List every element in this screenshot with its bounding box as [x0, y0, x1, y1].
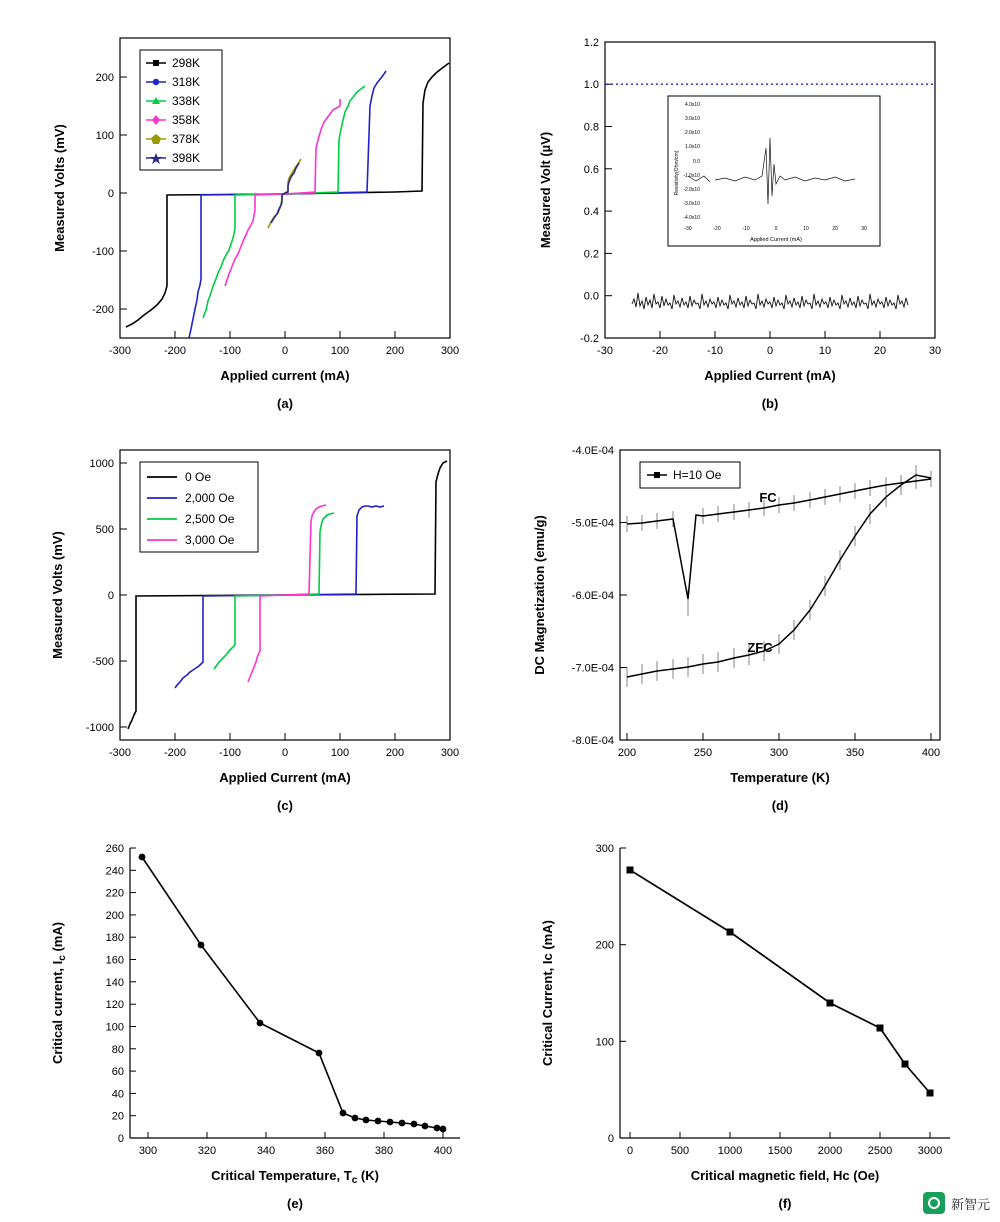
svg-text:20: 20 — [832, 226, 838, 232]
svg-text:200: 200 — [617, 747, 637, 759]
svg-text:360: 360 — [315, 1145, 335, 1157]
series-b-noise — [632, 293, 908, 309]
svg-text:0.2: 0.2 — [583, 248, 599, 261]
svg-text:300: 300 — [595, 843, 614, 855]
svg-text:80: 80 — [111, 1043, 124, 1056]
svg-text:30: 30 — [928, 345, 942, 357]
svg-text:-20: -20 — [652, 345, 668, 357]
svg-text:240: 240 — [105, 865, 124, 878]
svg-text:200: 200 — [95, 72, 114, 84]
svg-text:60: 60 — [111, 1066, 124, 1079]
annotation-zfc: ZFC — [747, 640, 773, 655]
watermark-text: 新智元 — [950, 1196, 990, 1212]
svg-text:120: 120 — [105, 999, 124, 1012]
svg-text:-30: -30 — [684, 226, 692, 232]
svg-text:-4.0E-04: -4.0E-04 — [571, 445, 614, 457]
svg-text:-200: -200 — [163, 747, 187, 759]
x-axis-label-e — [211, 1168, 379, 1186]
svg-text:0: 0 — [766, 345, 774, 357]
legend-a-item-4: 378K — [172, 132, 201, 146]
legend-d-label: H=10 Oe — [673, 468, 722, 482]
y-axis-label-b: Measured Volt (µV) — [538, 131, 553, 249]
watermark — [923, 1192, 990, 1214]
svg-text:140: 140 — [105, 976, 124, 989]
svg-text:200: 200 — [595, 939, 614, 952]
svg-text:100: 100 — [105, 1021, 124, 1034]
svg-text:-2.0x10: -2.0x10 — [683, 187, 700, 193]
svg-text:-1000: -1000 — [85, 722, 114, 734]
svg-text:-5.0E-04: -5.0E-04 — [571, 517, 614, 530]
svg-text:220: 220 — [105, 887, 124, 900]
wechat-account-icon — [923, 1192, 945, 1214]
svg-text:20: 20 — [111, 1110, 124, 1123]
svg-text:1000: 1000 — [717, 1145, 743, 1157]
svg-text:400: 400 — [921, 747, 941, 759]
svg-text:30: 30 — [861, 226, 867, 232]
svg-text:-4.0x10: -4.0x10 — [683, 215, 700, 221]
svg-text:-100: -100 — [91, 246, 114, 258]
y-axis-e — [106, 843, 136, 1145]
legend-a-item-2: 338K — [172, 94, 201, 108]
legend-a — [140, 50, 222, 170]
y-axis-label-f: Critical Current, Ic (mA) — [540, 920, 555, 1066]
svg-text:0: 0 — [107, 590, 114, 602]
svg-text:-200: -200 — [163, 345, 187, 357]
chart-c — [20, 430, 490, 820]
svg-text:-100: -100 — [218, 747, 242, 759]
svg-text:260: 260 — [105, 843, 124, 855]
legend-d — [640, 462, 740, 488]
svg-text:-8.0E-04: -8.0E-04 — [571, 735, 614, 747]
svg-text:10: 10 — [803, 226, 809, 232]
svg-text:100: 100 — [595, 1036, 614, 1049]
y-axis-label-d: DC Magnetization (emu/g) — [532, 515, 547, 675]
svg-text:350: 350 — [845, 747, 865, 759]
legend-a-item-5: 398K — [172, 151, 201, 165]
svg-text:-20: -20 — [713, 226, 721, 232]
svg-text:-3.0x10: -3.0x10 — [683, 201, 700, 207]
svg-text:0.0: 0.0 — [583, 290, 599, 303]
svg-text:-200: -200 — [91, 304, 114, 316]
svg-text:380: 380 — [374, 1145, 394, 1157]
svg-text:500: 500 — [670, 1145, 690, 1157]
svg-text:0.6: 0.6 — [583, 163, 599, 176]
legend-a-item-0: 298K — [172, 56, 201, 70]
y-axis-a — [92, 72, 127, 316]
inset-y-label: Resistivity(Ohm/cm) — [674, 150, 680, 196]
plot-f-axes — [620, 848, 950, 1138]
svg-text:-10: -10 — [707, 345, 723, 357]
legend-c-item-1: 2,000 Oe — [185, 491, 235, 505]
legend-c-item-3: 3,000 Oe — [185, 533, 235, 547]
svg-text:200: 200 — [385, 345, 405, 357]
series-f — [630, 870, 930, 1093]
svg-text:0: 0 — [107, 188, 114, 200]
legend-a-item-1: 318K — [172, 75, 201, 89]
svg-text:0: 0 — [117, 1133, 124, 1145]
svg-text:40: 40 — [111, 1088, 124, 1101]
svg-text:0: 0 — [281, 747, 289, 759]
svg-text:-1.0x10: -1.0x10 — [683, 173, 700, 179]
svg-text:2.0x10: 2.0x10 — [684, 130, 700, 136]
panel-label-e: (e) — [287, 1196, 303, 1211]
svg-text:-100: -100 — [218, 345, 242, 357]
y-axis-d — [572, 445, 627, 747]
panel-f — [510, 828, 980, 1218]
svg-text:400: 400 — [433, 1145, 453, 1157]
svg-text:0.0: 0.0 — [693, 159, 700, 165]
svg-text:-7.0E-04: -7.0E-04 — [571, 662, 614, 675]
inset-x-label: Applied Current (mA) — [750, 237, 802, 243]
plot-e-axes — [130, 848, 460, 1138]
svg-text:180: 180 — [105, 932, 124, 945]
y-axis-label-c: Measured Volts (mV) — [50, 531, 65, 659]
x-axis-b — [597, 331, 941, 357]
legend-c-item-0: 0 Oe — [185, 470, 212, 484]
svg-text:-300: -300 — [108, 747, 132, 759]
panel-b — [510, 18, 980, 418]
panel-label-a: (a) — [277, 396, 293, 411]
panel-label-d: (d) — [771, 798, 789, 813]
annotation-fc: FC — [759, 490, 777, 505]
y-axis-label-a: Measured Volts (mV) — [52, 124, 67, 252]
svg-text:0: 0 — [626, 1145, 634, 1157]
series-f-markers — [627, 867, 934, 1097]
series-a-338K — [203, 86, 365, 318]
svg-text:-300: -300 — [108, 345, 132, 357]
svg-text:500: 500 — [95, 524, 114, 536]
panel-label-f: (f) — [778, 1196, 792, 1211]
x-axis-label-f: Critical magnetic field, Hc (Oe) — [690, 1168, 880, 1183]
svg-text:300: 300 — [138, 1145, 158, 1157]
svg-text:100: 100 — [330, 345, 350, 357]
x-axis-c — [109, 733, 459, 759]
svg-text:0: 0 — [607, 1133, 614, 1145]
svg-text:340: 340 — [256, 1145, 276, 1157]
inset-b — [668, 96, 880, 246]
x-axis-label-d: Temperature (K) — [730, 770, 830, 785]
x-axis-d — [618, 733, 940, 759]
plot-d-frame — [620, 450, 940, 740]
svg-text:10: 10 — [818, 345, 832, 357]
panel-a — [20, 18, 490, 418]
panel-c — [20, 430, 490, 820]
chart-e — [20, 828, 490, 1218]
svg-text:Critical current, Ic (mA): Critical current, $I_c$ (mA) — [50, 921, 68, 1065]
legend-c — [140, 462, 258, 552]
svg-text:1.0: 1.0 — [583, 79, 599, 92]
y-axis-label-e — [50, 922, 68, 1064]
svg-text:300: 300 — [440, 345, 460, 357]
panel-d — [510, 430, 980, 820]
x-axis-f — [627, 1132, 942, 1157]
svg-text:-0.2: -0.2 — [580, 333, 599, 345]
svg-text:2000: 2000 — [817, 1145, 843, 1157]
svg-text:3.0x10: 3.0x10 — [684, 116, 700, 122]
x-axis-label-c: Applied Current (mA) — [219, 770, 351, 785]
panel-label-b: (b) — [761, 396, 779, 411]
svg-text:100: 100 — [330, 747, 350, 759]
svg-text:1.0x10: 1.0x10 — [684, 144, 700, 150]
x-axis-a — [109, 331, 459, 357]
svg-text:1000: 1000 — [89, 458, 114, 470]
y-axis-f — [596, 843, 626, 1145]
svg-text:-30: -30 — [597, 345, 613, 357]
svg-text:3000: 3000 — [917, 1145, 943, 1157]
svg-text:0.8: 0.8 — [583, 121, 599, 134]
svg-text:300: 300 — [440, 747, 460, 759]
svg-text:100: 100 — [95, 130, 114, 142]
svg-text:320: 320 — [197, 1145, 217, 1157]
svg-text:4.0x10: 4.0x10 — [684, 102, 700, 108]
svg-text:200: 200 — [105, 909, 124, 922]
svg-text:0: 0 — [774, 226, 778, 232]
svg-text:-500: -500 — [91, 656, 114, 668]
x-axis-label-a: Applied current (mA) — [220, 368, 350, 383]
y-axis-b — [580, 37, 612, 345]
chart-f — [510, 828, 980, 1218]
svg-text:-10: -10 — [742, 226, 750, 232]
series-e — [142, 857, 443, 1129]
panel-e — [20, 828, 490, 1218]
svg-text:Critical Temperature, Tc (K): Critical Temperature, $T_c$ (K) — [211, 1168, 379, 1186]
legend-a-item-3: 358K — [172, 113, 201, 127]
svg-text:250: 250 — [693, 747, 713, 759]
svg-text:1.2: 1.2 — [583, 37, 599, 49]
panel-label-c: (c) — [277, 798, 293, 813]
svg-text:160: 160 — [105, 954, 124, 967]
chart-a — [20, 18, 490, 418]
chart-b — [510, 18, 980, 418]
svg-text:-6.0E-04: -6.0E-04 — [571, 590, 614, 602]
svg-text:0: 0 — [281, 345, 289, 357]
svg-text:2500: 2500 — [867, 1145, 893, 1157]
svg-text:300: 300 — [769, 747, 789, 759]
y-axis-c — [86, 458, 127, 734]
series-e-markers — [139, 854, 447, 1133]
svg-text:1500: 1500 — [767, 1145, 793, 1157]
svg-text:0.4: 0.4 — [583, 206, 599, 219]
x-axis-e — [139, 1132, 452, 1157]
chart-d — [510, 430, 980, 820]
legend-c-item-2: 2,500 Oe — [185, 512, 235, 526]
svg-text:200: 200 — [385, 747, 405, 759]
x-axis-label-b: Applied Current (mA) — [704, 368, 836, 383]
svg-text:20: 20 — [873, 345, 887, 357]
